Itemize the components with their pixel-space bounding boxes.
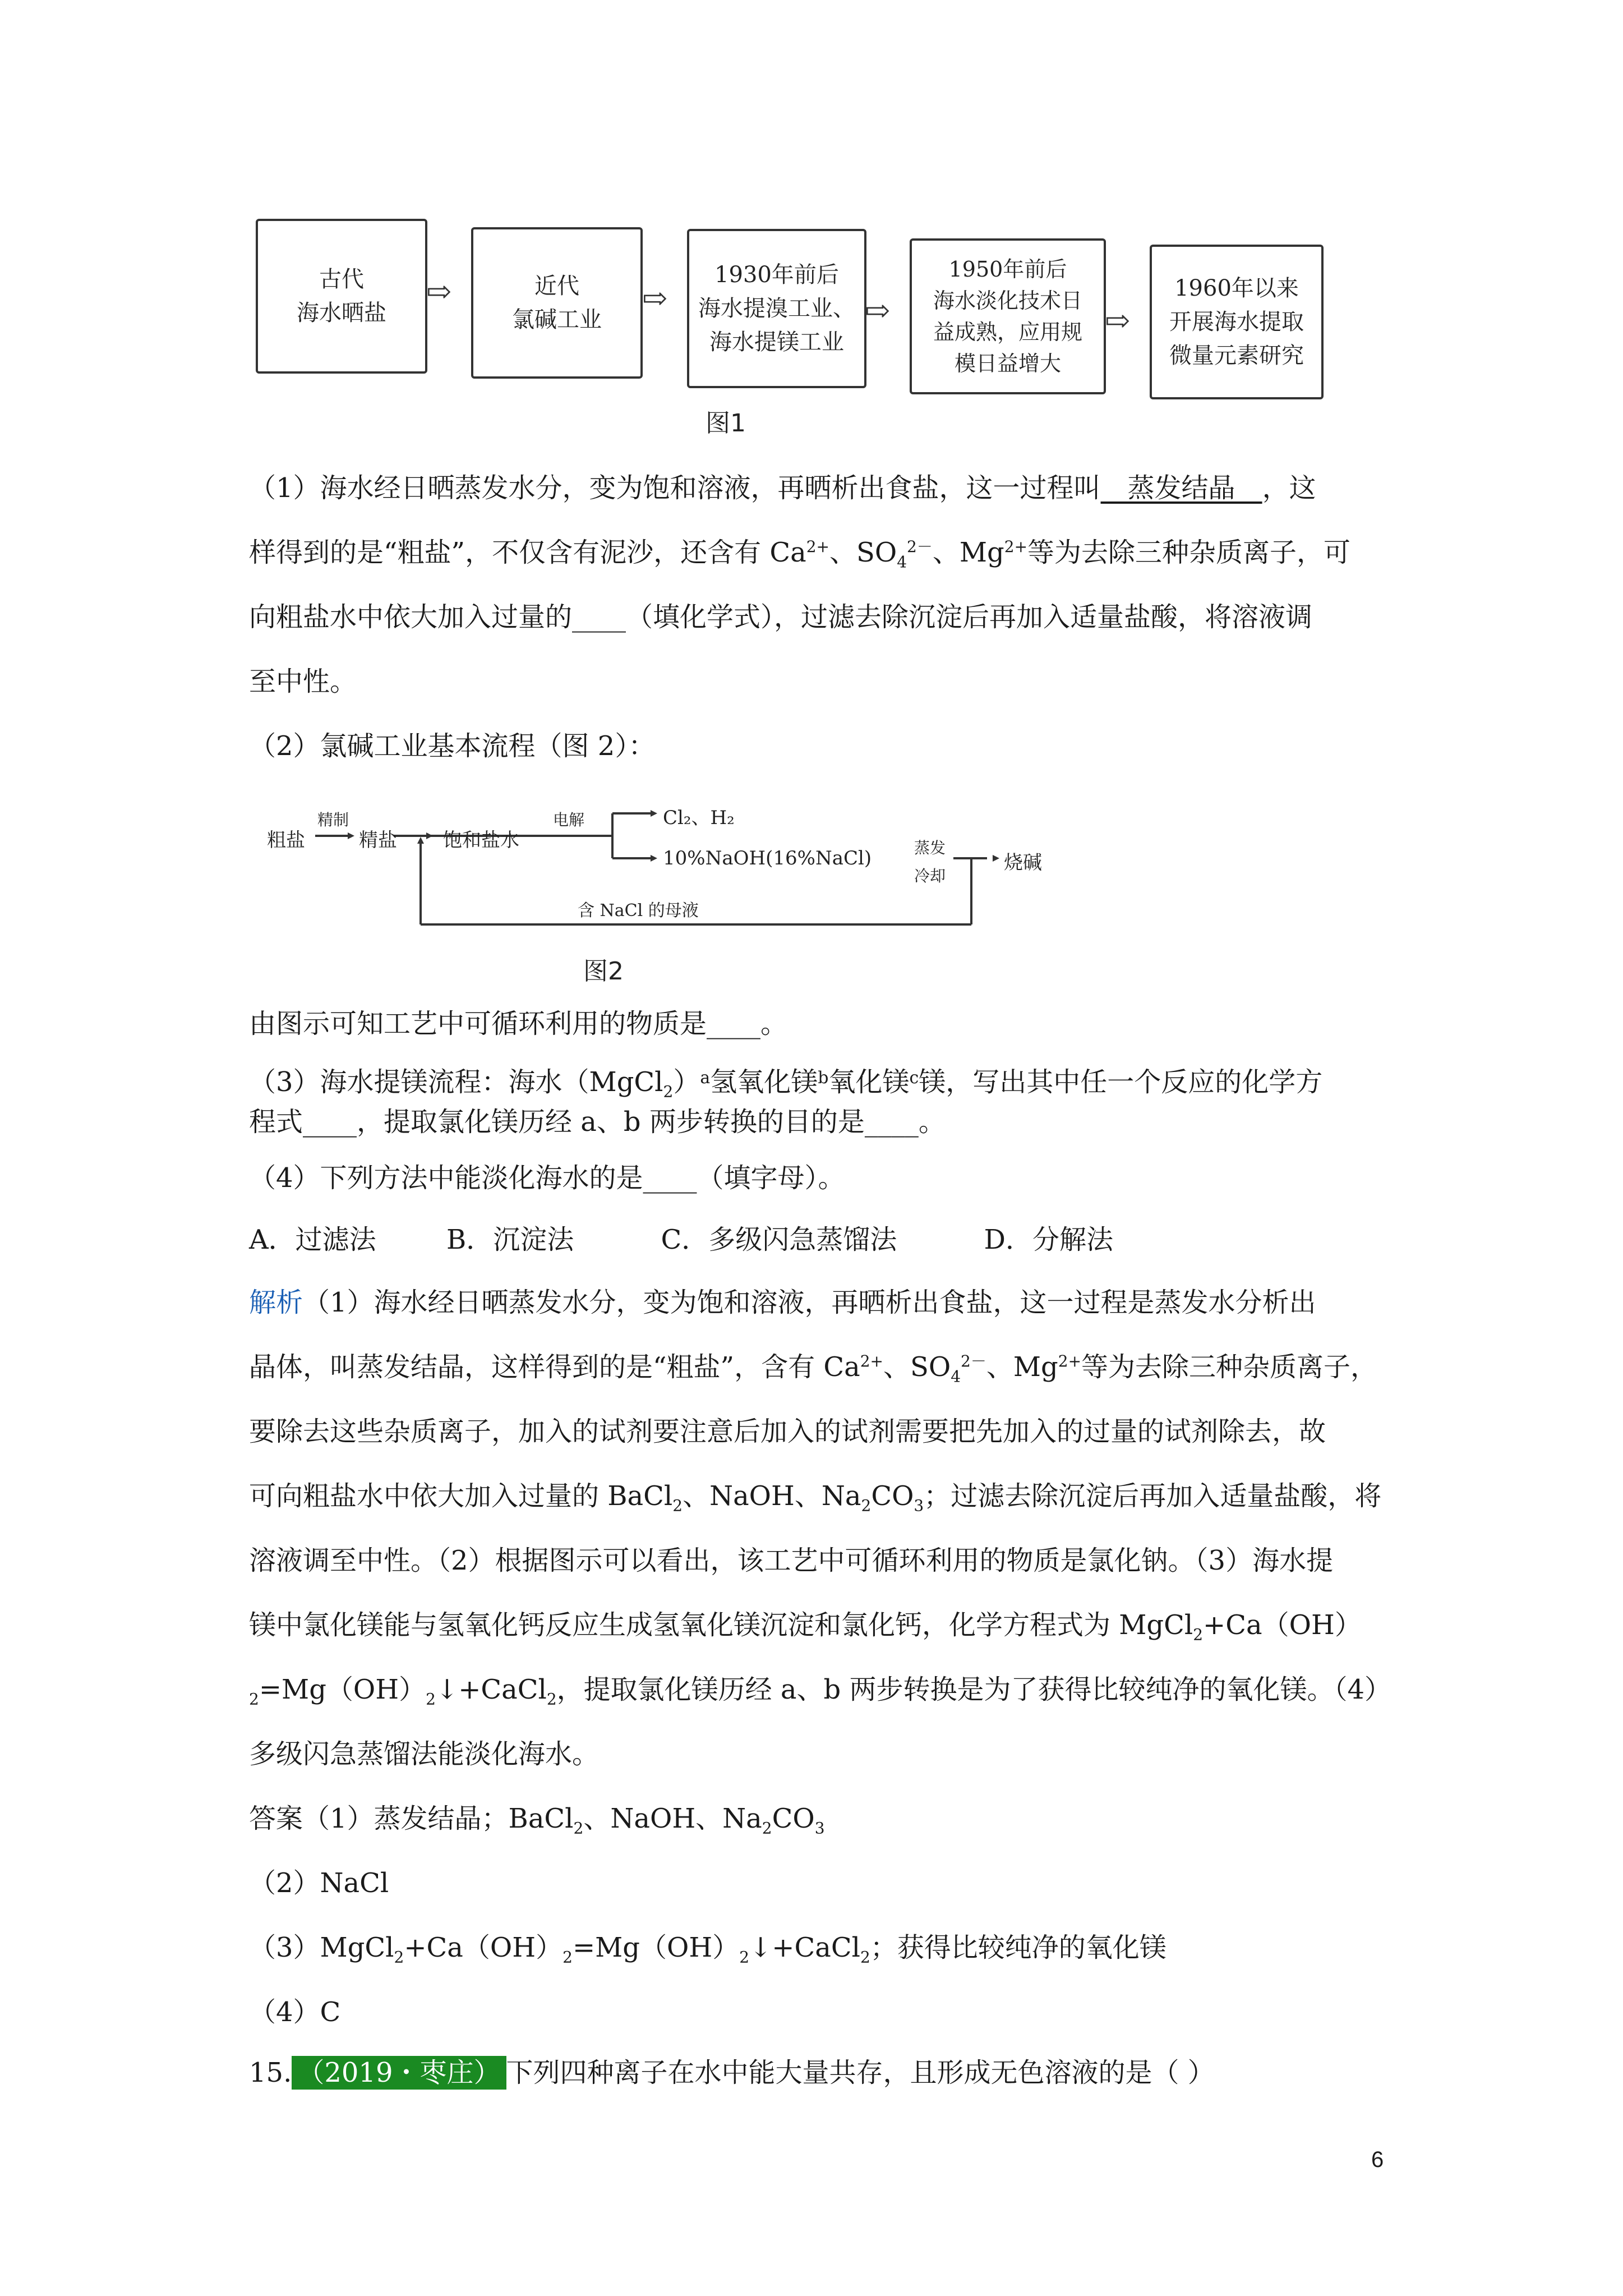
q4-line: （4）下列方法中能淡化海水的是____（填字母）。	[249, 1162, 845, 1194]
fig1-box-modern: 近代 氯碱工业	[471, 227, 643, 379]
fig2-brine: 饱和盐水	[443, 829, 519, 852]
arrow-icon: ⇨	[1105, 303, 1131, 338]
analysis-line3: 要除去这些杂质离子，加入的试剂要注意后加入的试剂需要把先加入的过量的试剂除去，故	[249, 1416, 1326, 1447]
fig2-naoh: 10%NaOH(16%NaCl)	[663, 847, 872, 869]
answer-4: （4）C	[249, 1996, 341, 2028]
q2-after: 由图示可知工艺中可循环利用的物质是____。	[249, 1008, 788, 1039]
option-c: C．多级闪急蒸馏法	[661, 1224, 897, 1255]
answer-2: （2）NaCl	[249, 1867, 389, 1899]
fig2-mother-liquor: 含 NaCl 的母液	[578, 901, 699, 921]
option-b: B．沉淀法	[446, 1224, 574, 1255]
analysis-label: 解析	[249, 1287, 303, 1318]
q3-line2: 程式____，提取氯化镁历经 a、b 两步转换的目的是____。	[249, 1106, 946, 1138]
source-tag: （2019・枣庄）	[292, 2056, 506, 2090]
answer-1: 答案（1）蒸发结晶；BaCl$_2$、NaOH、$Na_2CO_3$	[249, 1803, 825, 1838]
option-a: A．过滤法	[249, 1224, 376, 1255]
option-d: D．分解法	[984, 1224, 1113, 1255]
analysis-line6: 镁中氯化镁能与氢氧化钙反应生成氢氧化镁沉淀和氯化钙，化学方程式为 MgCl$_2$+Ca（OH）	[249, 1609, 1362, 1644]
figure-2-caption: 图2	[583, 957, 624, 986]
arrow-icon: ⇨	[865, 293, 891, 328]
analysis-line1: 解析（1）海水经日晒蒸发水分，变为饱和溶液，再晒析出食盐，这一过程是蒸发水分析出	[249, 1287, 1316, 1318]
question-15: 15. （2019・枣庄） 下列四种离子在水中能大量共存，且形成无色溶液的是（ ）	[249, 2057, 1215, 2088]
q1-line4: 至中性。	[249, 666, 357, 697]
q2-title: （2）氯碱工业基本流程（图 2）：	[249, 730, 656, 762]
q1-line1: （1）海水经日晒蒸发水分，变为饱和溶液，再晒析出食盐，这一过程叫 蒸发结晶 ，这	[249, 472, 1316, 504]
fig2-fine-salt: 精盐	[359, 829, 397, 852]
fig2-caustic: 烧碱	[1004, 852, 1042, 874]
fig2-cool: 冷却	[914, 867, 946, 885]
fig1-box-ancient: 古代 海水晒盐	[256, 219, 427, 374]
analysis-line4: 可向粗盐水中依大加入过量的 BaCl$_2$、NaOH、$Na_2CO_3$；过滤去除沉淀后再加入适量盐酸，将	[249, 1480, 1382, 1515]
page-number: 6	[1371, 2147, 1384, 2172]
q1-line3: 向粗盐水中依大加入过量的____（填化学式），过滤去除沉淀后再加入适量盐酸，将溶液调	[249, 601, 1313, 633]
analysis-line7: $_2=Mg(OH)_2↓+CaCl_2$，提取氯化镁历经 a、b 两步转换是为了获得比较纯净的氧化镁。（4）	[249, 1674, 1392, 1709]
analysis-line5: 溶液调至中性。（2）根据图示可以看出，该工艺中可循环利用的物质是氯化钠。（3）海水提	[249, 1545, 1334, 1576]
fig2-crude-salt: 粗盐	[267, 829, 305, 852]
q1-answer-blank: 蒸发结晶	[1100, 472, 1262, 504]
q4-options	[249, 1223, 1113, 1257]
figure-1-caption: 图1	[706, 409, 746, 438]
fig1-box-1930: 1930年前后 海水提溴工业、 海水提镁工业	[687, 229, 866, 388]
fig2-electrolysis: 电解	[553, 811, 585, 829]
q1-line2: 样得到的是“粗盐”，不仅含有泥沙，还含有 $Ca^{2+}$、$SO_4^{2-}$、$Mg^{2+}$等为去除三种杂质离子，可	[249, 537, 1351, 572]
analysis-line2: 晶体，叫蒸发结晶，这样得到的是“粗盐”，含有 $Ca^{2+}$、$SO_4^{2-}$、$Mg^{2+}$等为去除三种杂质离子，	[249, 1351, 1378, 1386]
fig1-box-1950: 1950年前后 海水淡化技术日 益成熟，应用规 模日益增大	[910, 238, 1106, 394]
arrow-icon: ⇨	[642, 280, 668, 316]
analysis-line8: 多级闪急蒸馏法能淡化海水。	[249, 1738, 600, 1770]
arrow-icon: ⇨	[426, 274, 452, 309]
fig1-box-1960: 1960年以来 开展海水提取 微量元素研究	[1150, 245, 1324, 399]
fig2-evaporate: 蒸发	[914, 839, 946, 857]
fig2-gas: Cl₂、H₂	[663, 807, 735, 829]
q3-line1: （3）海水提镁流程：海水（MgCl$_2$）$^a$氢氧化镁$^b$氧化镁$^c$镁，写出其中任一个反应的化学方	[249, 1066, 1323, 1101]
answer-3: $(3)MgCl_2+Ca(OH)_2=Mg(OH)_2↓+CaCl_2$；获得比较纯净的氧化镁	[249, 1932, 1166, 1967]
fig2-refine: 精制	[317, 811, 349, 829]
